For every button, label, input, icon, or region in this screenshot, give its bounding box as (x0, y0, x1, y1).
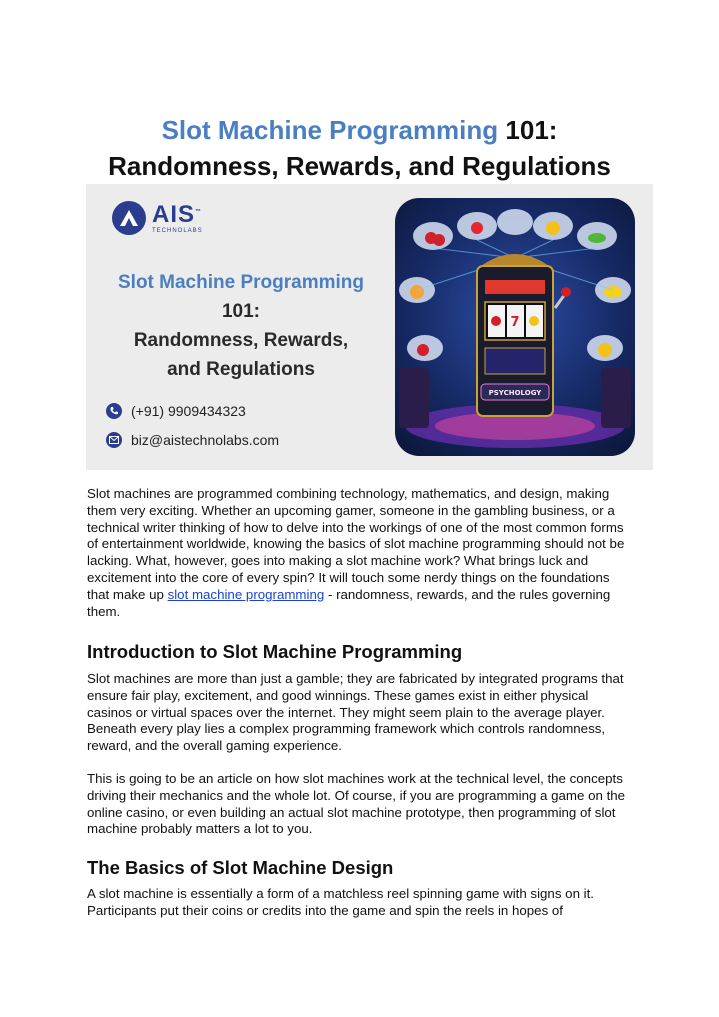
title-rest: 101: (498, 115, 558, 145)
logo-subtitle: TECHNOLABS (152, 228, 203, 234)
banner-title-highlight: Slot Machine Programming (118, 272, 364, 293)
banner-title-line4: and Regulations (167, 359, 315, 380)
svg-text:7: 7 (510, 315, 520, 330)
title-highlight: Slot Machine Programming (161, 115, 499, 145)
mail-icon (106, 432, 122, 448)
title-line2: Randomness, Rewards, and Regulations (108, 151, 611, 181)
contact-phone (106, 403, 246, 419)
hero-banner (86, 184, 653, 470)
art-sign-text: PSYCHOLOGY (488, 389, 542, 397)
paragraph-intro-2: This is going to be an article on how slot machines work at the technical level, the concepts driving their mechanics and the whole lot. Of course, if you are programming a game on the online casino, or even building an actual slot machine prototype, then programming of slot machine probably matters a lot to you. (87, 771, 626, 837)
phone-icon (106, 403, 122, 419)
intro-paragraph: Slot machines are programmed combining technology, mathematics, and design, making them very exciting. Whether an upcoming gamer, someone in the gambling business, or a technical writer thinking of how to delve into the workings of one of the most common forms of entertainment worldwide, knowing the basics of slot machine programming should not be lacking. What, however, goes into making a slot machine work? What brings luck and excitement into the core of every spin? It will touch some nerdy things on the foundations that make up slot machine programming - randomness, rewards, and the rules governing them. (87, 486, 625, 619)
heading-introduction: Introduction to Slot Machine Programming (87, 641, 463, 662)
paragraph-basics: A slot machine is essentially a form of a matchless reel spinning game with signs on it. Participants put their coins or credits into the game and spin the reels in hopes of (87, 886, 594, 918)
slot-machine-illustration (395, 198, 635, 456)
company-logo (112, 200, 203, 235)
banner-title-rest: 101: (221, 301, 261, 322)
contact-email (106, 432, 279, 448)
banner-title-line3: Randomness, Rewards, (133, 330, 349, 351)
slot-machine-programming-link[interactable]: slot machine programming (167, 586, 325, 602)
logo-tm: ™ (195, 209, 203, 215)
banner-title (106, 268, 376, 384)
heading-basics: The Basics of Slot Machine Design (87, 857, 394, 878)
logo-name: AIS (152, 201, 196, 228)
page-title (40, 112, 679, 184)
email-address: biz@aistechnolabs.com (131, 432, 280, 448)
phone-number: (+91) 9909434323 (131, 403, 246, 419)
logo-mark-icon (112, 201, 146, 235)
paragraph-intro-1: Slot machines are more than just a gamble; they are fabricated by integrated programs that ensure fair play, excitement, and good winnings. These games exist in either physical casinos or virtual spaces over the internet. They might seem plain to the average player. Beneath every play lies a complex programming framework which controls randomness, reward, and the overall gaming experience. (87, 671, 624, 754)
